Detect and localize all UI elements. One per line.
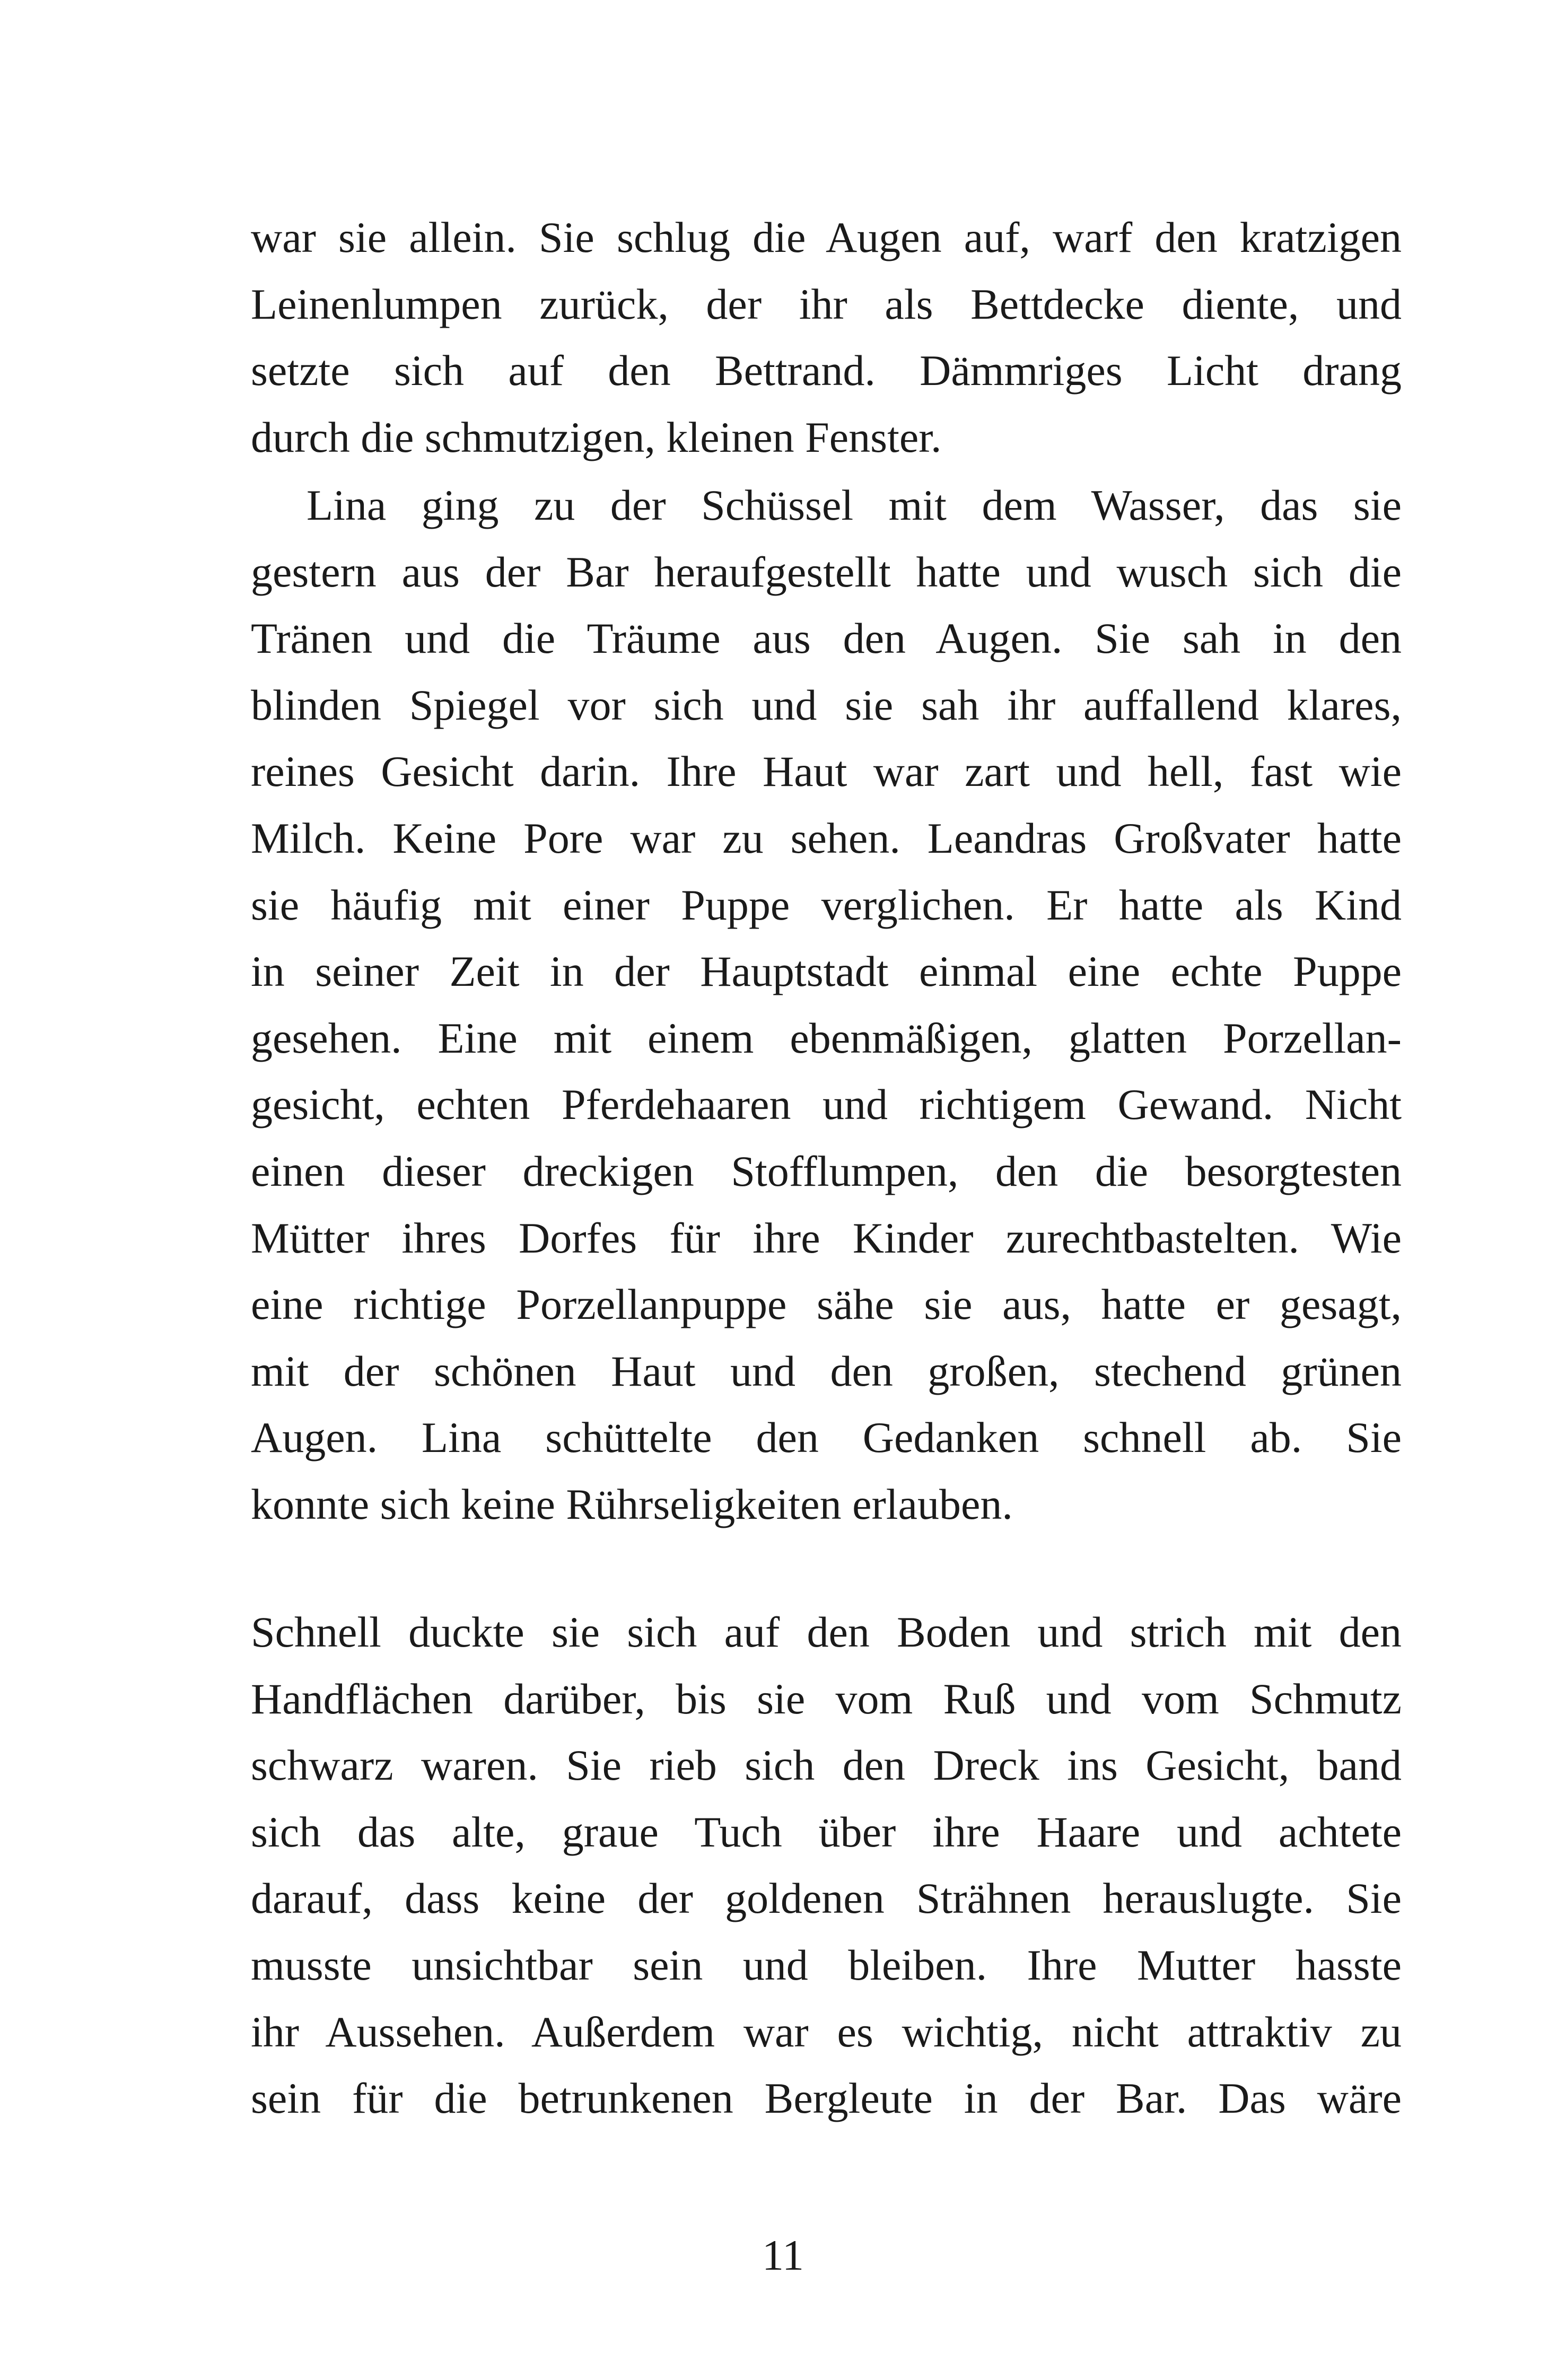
text-line: Leinenlumpen zurück, der ihr als Bettdecke diente, und xyxy=(251,280,1402,328)
text-line: sie häufig mit einer Puppe verglichen. Er hatte als Kind xyxy=(251,881,1402,929)
text-line: darauf, dass keine der goldenen Strähnen herauslugte. Sie xyxy=(251,1874,1402,1922)
text-line: Tränen und die Träume aus den Augen. Sie sah in den xyxy=(251,614,1402,662)
text-line: konnte sich keine Rührseligkeiten erlauben. xyxy=(251,1480,1013,1528)
text-line: gesicht, echten Pferdehaaren und richtigem Gewand. Nicht xyxy=(251,1080,1402,1128)
text-line: Lina ging zu der Schüssel mit dem Wasser, das sie xyxy=(307,481,1402,529)
text-line: schwarz waren. Sie rieb sich den Dreck ins Gesicht, band xyxy=(251,1741,1402,1789)
text-line: gesehen. Eine mit einem ebenmäßigen, glatten Porzellan- xyxy=(251,1014,1402,1062)
text-line: durch die schmutzigen, kleinen Fenster. xyxy=(251,413,942,461)
text-line: ihr Aussehen. Außerdem war es wichtig, nicht attraktiv zu xyxy=(251,2008,1402,2056)
page-number: 11 xyxy=(762,2231,804,2279)
text-line: reines Gesicht darin. Ihre Haut war zart und hell, fast wie xyxy=(251,747,1402,795)
text-line: Mütter ihres Dorfes für ihre Kinder zurechtbastelten. Wie xyxy=(251,1214,1402,1262)
text-line: einen dieser dreckigen Stofflumpen, den die besorgtesten xyxy=(251,1147,1402,1195)
text-line: in seiner Zeit in der Hauptstadt einmal eine echte Puppe xyxy=(251,947,1402,995)
text-line: Handflächen darüber, bis sie vom Ruß und vom Schmutz xyxy=(251,1675,1402,1723)
text-line: gestern aus der Bar heraufgestellt hatte und wusch sich die xyxy=(251,548,1402,596)
text-line: sein für die betrunkenen Bergleute in der Bar. Das wäre xyxy=(251,2074,1402,2122)
text-line: Augen. Lina schüttelte den Gedanken schnell ab. Sie xyxy=(251,1413,1402,1462)
text-line: musste unsichtbar sein und bleiben. Ihre Mutter hasste xyxy=(251,1941,1402,1989)
text-line: sich das alte, graue Tuch über ihre Haare und achtete xyxy=(251,1808,1402,1856)
text-line: blinden Spiegel vor sich und sie sah ihr auffallend klares, xyxy=(251,681,1402,729)
text-line: mit der schönen Haut und den großen, stechend grünen xyxy=(251,1347,1402,1395)
text-line: Schnell duckte sie sich auf den Boden und strich mit den xyxy=(251,1608,1402,1656)
text-line: eine richtige Porzellanpuppe sähe sie aus, hatte er gesagt, xyxy=(251,1280,1402,1328)
text-line: war sie allein. Sie schlug die Augen auf, warf den kratzigen xyxy=(251,213,1402,261)
text-line: Milch. Keine Pore war zu sehen. Leandras Großvater hatte xyxy=(251,814,1402,862)
text-line: setzte sich auf den Bettrand. Dämmriges Licht drang xyxy=(251,346,1402,395)
